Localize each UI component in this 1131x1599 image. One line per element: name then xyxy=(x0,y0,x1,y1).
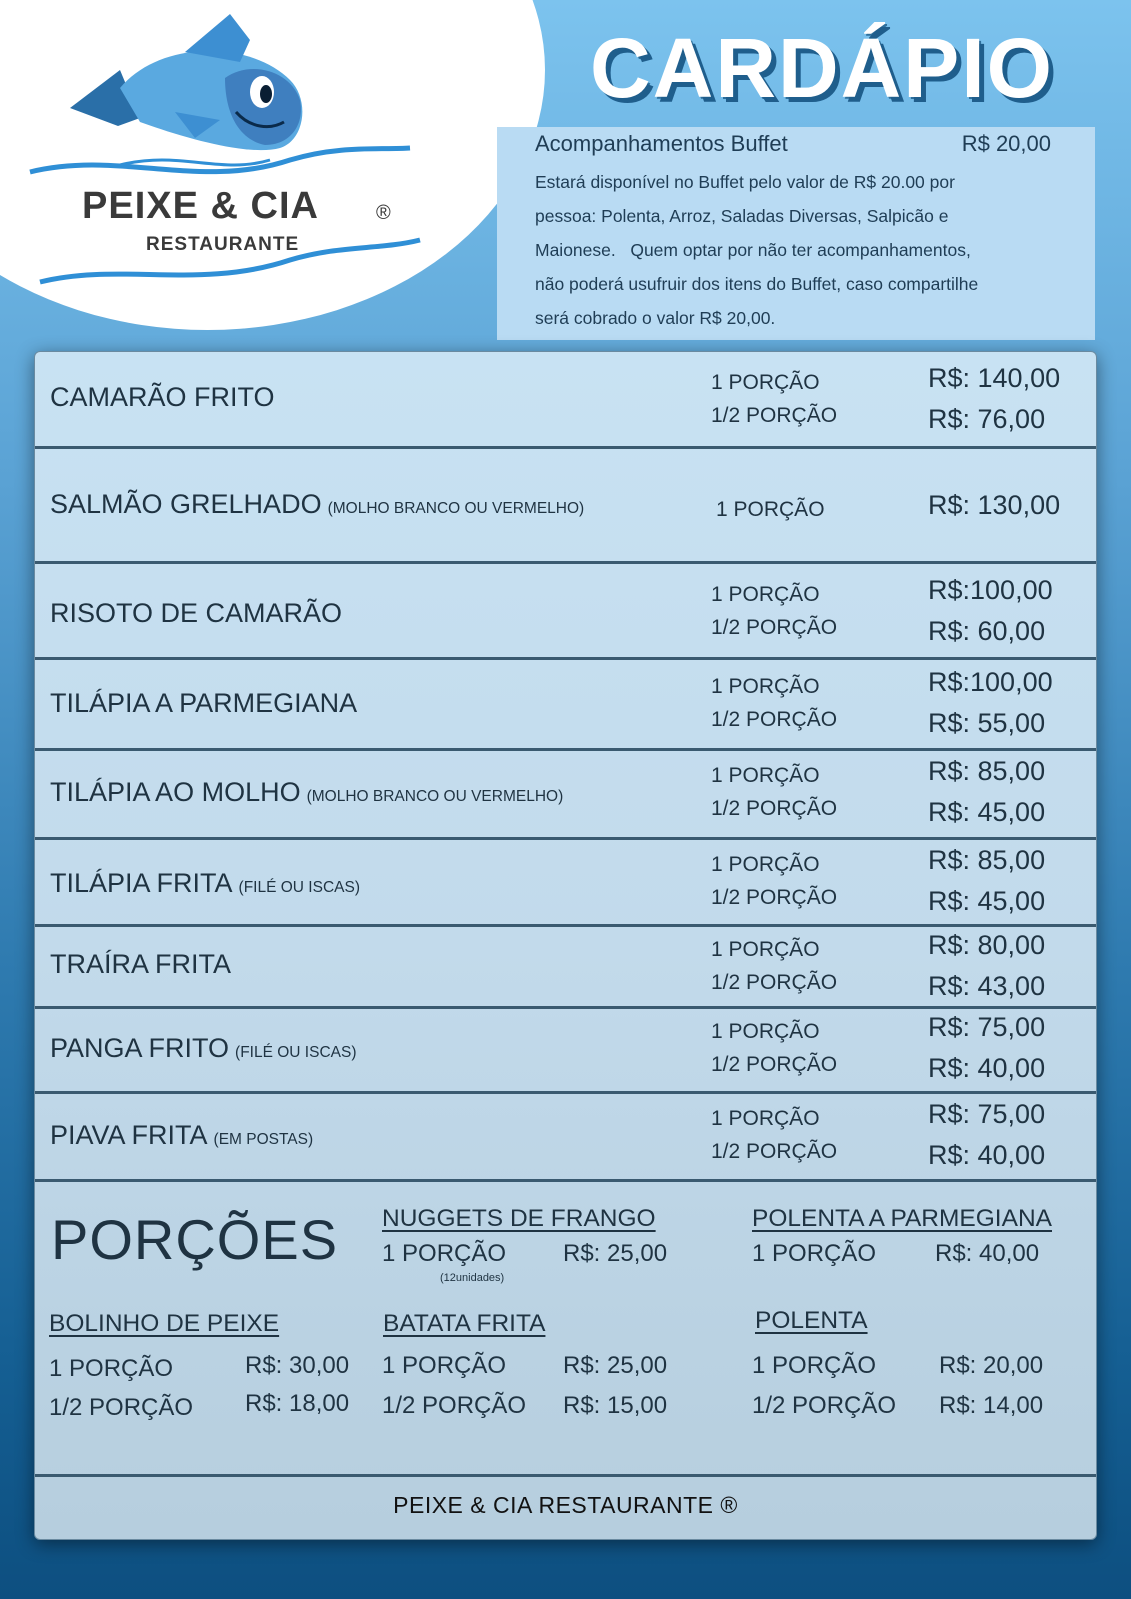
brand-registered-mark: ® xyxy=(376,202,391,224)
polenta-parmegiana-heading: POLENTA A PARMEGIANA xyxy=(752,1205,1052,1232)
portion-full: 1 PORÇÃO xyxy=(711,371,820,394)
price-half: R$: 45,00 xyxy=(928,797,1046,827)
menu-row xyxy=(35,927,1096,1009)
polenta-portion-full: 1 PORÇÃO xyxy=(752,1352,877,1379)
dish-name: TILÁPIA A PARMEGIANA xyxy=(50,688,358,718)
dish-name: TRAÍRA FRITA xyxy=(50,949,232,979)
menu-row xyxy=(35,660,1096,751)
dish-name: CAMARÃO FRITO xyxy=(50,382,275,412)
dish-name: TILÁPIA AO MOLHO (MOLHO BRANCO OU VERMELHO) xyxy=(50,777,564,807)
price-labels xyxy=(928,751,1045,833)
nuggets-price: R$: 25,00 xyxy=(563,1240,668,1267)
price-full: R$:100,00 xyxy=(928,575,1053,605)
portion-labels xyxy=(711,578,837,644)
price-labels xyxy=(928,1094,1045,1176)
bolinho-portion-half: 1/2 PORÇÃO xyxy=(49,1394,194,1421)
bolinho-portion-full: 1 PORÇÃO xyxy=(49,1355,174,1382)
batata-heading: BATATA FRITA xyxy=(383,1310,546,1337)
polenta-heading: POLENTA xyxy=(755,1307,868,1334)
brand-name: PEIXE & CIA xyxy=(82,185,319,227)
dish-name: SALMÃO GRELHADO (MOLHO BRANCO OU VERMELHO) xyxy=(50,489,585,519)
buffet-description xyxy=(535,165,1083,335)
batata-price-half: R$: 15,00 xyxy=(563,1392,668,1419)
menu-row xyxy=(35,840,1096,927)
polenta-parmegiana-price: R$: 40,00 xyxy=(935,1240,1040,1267)
polenta-portion-half: 1/2 PORÇÃO xyxy=(752,1392,897,1419)
buffet-price: R$ 20,00 xyxy=(961,131,1051,156)
portion-full: 1 PORÇÃO xyxy=(711,675,820,698)
portion-labels xyxy=(711,1015,837,1081)
portion-full: 1 PORÇÃO xyxy=(711,1020,820,1043)
price-labels xyxy=(928,840,1045,922)
menu-row xyxy=(35,1009,1096,1094)
footer-divider xyxy=(35,1474,1096,1477)
buffet-line: Estará disponível no Buffet pelo valor de R$ 20.00 por xyxy=(535,172,955,192)
price-full: R$: 75,00 xyxy=(928,1099,1046,1129)
menu-row xyxy=(35,564,1096,660)
portion-full: 1 PORÇÃO xyxy=(711,1107,820,1130)
bolinho-price-half: R$: 18,00 xyxy=(245,1390,350,1417)
nuggets-portion: 1 PORÇÃO xyxy=(382,1240,507,1267)
price-half: R$: 45,00 xyxy=(928,886,1046,916)
buffet-line: não poderá usufruir dos itens do Buffet, caso compartilhe xyxy=(535,274,979,294)
menu-panel xyxy=(34,351,1097,1540)
portion-half: 1/2 PORÇÃO xyxy=(711,404,838,427)
buffet-line: pessoa: Polenta, Arroz, Saladas Diversas, Salpicão e xyxy=(535,206,949,226)
portion-labels xyxy=(711,670,837,736)
price-full: R$: 85,00 xyxy=(928,845,1046,875)
price-labels xyxy=(928,662,1053,744)
price-full: R$:100,00 xyxy=(928,667,1053,697)
portion-full: 1 PORÇÃO xyxy=(711,764,820,787)
portion-labels xyxy=(711,933,837,999)
portion-half: 1/2 PORÇÃO xyxy=(711,616,838,639)
batata-portion-half: 1/2 PORÇÃO xyxy=(382,1392,527,1419)
portion-labels xyxy=(716,493,825,526)
price-labels xyxy=(928,570,1053,652)
polenta-price-half: R$: 14,00 xyxy=(939,1392,1044,1419)
portion-half: 1/2 PORÇÃO xyxy=(711,886,838,909)
price-full: R$: 80,00 xyxy=(928,930,1046,960)
nuggets-heading: NUGGETS DE FRANGO xyxy=(382,1205,656,1232)
portion-labels xyxy=(711,848,837,914)
dish-name: RISOTO DE CAMARÃO xyxy=(50,598,343,628)
price-full: R$: 140,00 xyxy=(928,363,1061,393)
price-half: R$: 76,00 xyxy=(928,404,1046,434)
buffet-line: será cobrado o valor R$ 20,00. xyxy=(535,308,776,328)
menu-row xyxy=(35,352,1096,449)
porcoes-title: PORÇÕES xyxy=(51,1208,339,1271)
price-full: R$: 85,00 xyxy=(928,756,1046,786)
portion-half: 1/2 PORÇÃO xyxy=(711,797,838,820)
portion-half: 1/2 PORÇÃO xyxy=(711,971,838,994)
price-full: R$: 75,00 xyxy=(928,1012,1046,1042)
bolinho-heading: BOLINHO DE PEIXE xyxy=(49,1310,280,1337)
polenta-parmegiana-portion: 1 PORÇÃO xyxy=(752,1240,877,1267)
dish-name: PANGA FRITO (FILÉ OU ISCAS) xyxy=(50,1033,357,1063)
price-half: R$: 60,00 xyxy=(928,616,1046,646)
portion-labels xyxy=(711,366,837,432)
brand-subtitle: RESTAURANTE xyxy=(146,234,300,255)
dish-name: TILÁPIA FRITA (FILÉ OU ISCAS) xyxy=(50,868,360,898)
price-half: R$: 55,00 xyxy=(928,708,1046,738)
price-labels xyxy=(928,485,1060,526)
portion-full: 1 PORÇÃO xyxy=(711,938,820,961)
price-half: R$: 40,00 xyxy=(928,1140,1046,1170)
price-labels xyxy=(928,925,1045,1007)
portion-labels xyxy=(711,759,837,825)
portion-full: 1 PORÇÃO xyxy=(711,853,820,876)
menu-row xyxy=(35,751,1096,840)
price-labels xyxy=(928,358,1060,440)
portion-full: 1 PORÇÃO xyxy=(716,498,825,521)
buffet-line: Maionese. Quem optar por não ter acompanhamentos, xyxy=(535,240,971,260)
portion-half: 1/2 PORÇÃO xyxy=(711,708,838,731)
footer-text: PEIXE & CIA RESTAURANTE ® xyxy=(393,1492,738,1518)
price-full: R$: 130,00 xyxy=(928,490,1061,520)
batata-portion-full: 1 PORÇÃO xyxy=(382,1352,507,1379)
nuggets-note: (12unidades) xyxy=(440,1272,505,1284)
menu-row xyxy=(35,449,1096,564)
page-title: CARDÁPIO xyxy=(590,21,1055,115)
price-half: R$: 40,00 xyxy=(928,1053,1046,1083)
buffet-heading: Acompanhamentos Buffet xyxy=(535,131,788,156)
polenta-price-full: R$: 20,00 xyxy=(939,1352,1044,1379)
batata-price-full: R$: 25,00 xyxy=(563,1352,668,1379)
bolinho-price-full: R$: 30,00 xyxy=(245,1352,350,1379)
price-labels xyxy=(928,1007,1045,1089)
menu-row xyxy=(35,1094,1096,1182)
portion-full: 1 PORÇÃO xyxy=(711,583,820,606)
buffet-info-box xyxy=(497,127,1095,340)
dish-name: PIAVA FRITA (EM POSTAS) xyxy=(50,1120,314,1150)
portion-half: 1/2 PORÇÃO xyxy=(711,1140,838,1163)
portion-half: 1/2 PORÇÃO xyxy=(711,1053,838,1076)
portion-labels xyxy=(711,1102,837,1168)
price-half: R$: 43,00 xyxy=(928,971,1046,1001)
